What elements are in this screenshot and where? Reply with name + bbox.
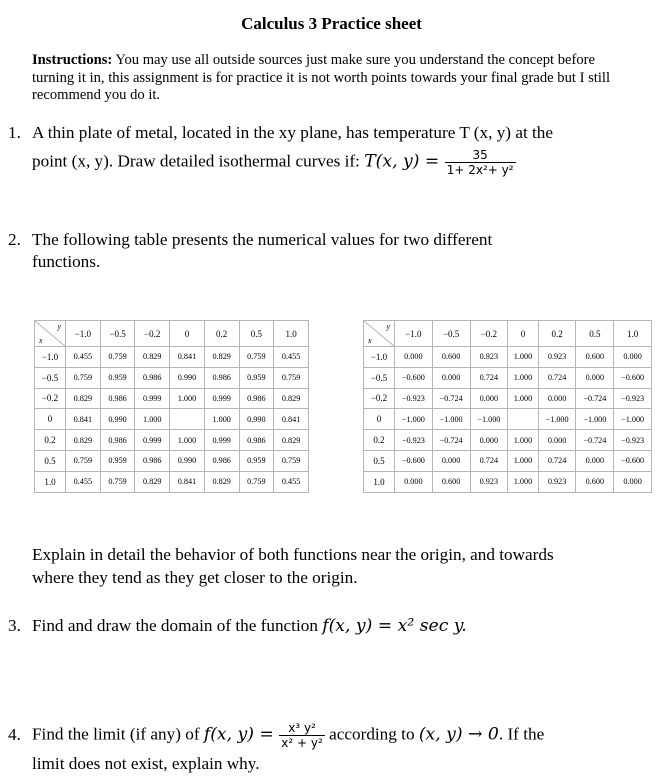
q3-number: 3.	[8, 616, 21, 635]
table-cell: 1.000	[508, 450, 538, 471]
table-cell: 0.999	[204, 430, 239, 451]
row-header: 0.5	[364, 450, 395, 471]
table-cell: 0.923	[538, 471, 576, 492]
q4-frac-den: x² + y²	[281, 736, 323, 750]
q4-number: 4.	[8, 725, 21, 744]
table-cell: 0.000	[395, 471, 433, 492]
column-header: 0.5	[576, 321, 614, 347]
q3-formula: f(x, y) = x² sec y.	[322, 616, 467, 636]
column-header: −0.2	[135, 321, 170, 347]
q2-number: 2.	[8, 230, 21, 249]
q1-line1: A thin plate of metal, located in the xy plane, has temperature T (x, y) at the	[32, 123, 554, 142]
column-header: 1.0	[614, 321, 652, 347]
table-cell: 0.000	[470, 388, 508, 409]
column-header: 0.5	[239, 321, 274, 347]
table-row	[35, 430, 309, 451]
table-cell: 0.999	[135, 430, 170, 451]
table-cell: 0.999	[135, 388, 170, 409]
table-cell: 1.000	[135, 409, 170, 430]
q3-line	[32, 614, 467, 638]
table-cell: 0.759	[239, 347, 274, 368]
column-header: −0.5	[432, 321, 470, 347]
table-cell: 0.000	[614, 471, 652, 492]
corner-y-label: y	[386, 322, 390, 331]
table-row	[35, 367, 309, 388]
table-cell: 0.000	[538, 388, 576, 409]
table-row	[364, 367, 652, 388]
table-cell: 0.759	[274, 367, 309, 388]
q4-formula-lhs: f(x, y) =	[203, 724, 280, 745]
table-row	[364, 450, 652, 471]
table-cell: 0.759	[100, 471, 135, 492]
row-header: 0.2	[35, 430, 66, 451]
table-cell: 0.986	[239, 430, 274, 451]
table-cell: 0.986	[100, 430, 135, 451]
row-header: −1.0	[35, 347, 66, 368]
table-row	[35, 471, 309, 492]
corner-y-label: y	[57, 322, 61, 331]
table-cell: 0.829	[135, 347, 170, 368]
table-cell: 0.600	[432, 471, 470, 492]
table-cell: 0.600	[576, 471, 614, 492]
table-cell: 0.923	[470, 347, 508, 368]
row-header: −0.5	[35, 367, 66, 388]
table-cell: 0.959	[239, 450, 274, 471]
table-corner	[364, 321, 395, 347]
q4-text2: according to	[324, 724, 419, 744]
table-cell: 0.829	[274, 388, 309, 409]
q4-text3: . If the	[498, 724, 545, 744]
table-cell: −0.923	[395, 430, 433, 451]
table-cell: 0.990	[100, 409, 135, 430]
q2-line2: functions.	[32, 252, 101, 271]
table-cell: 0.841	[170, 347, 205, 368]
table-cell: 0.829	[204, 347, 239, 368]
table-row	[35, 409, 309, 430]
q1-line2-text: point (x, y). Draw detailed isothermal curves if:	[32, 151, 365, 171]
row-header: −0.2	[35, 388, 66, 409]
row-header: 1.0	[35, 471, 66, 492]
table-cell: −0.724	[576, 430, 614, 451]
table-cell: 0.841	[274, 409, 309, 430]
row-header: 0	[364, 409, 395, 430]
table-cell: −0.600	[395, 450, 433, 471]
table-cell: 0.724	[470, 450, 508, 471]
corner-x-label: x	[368, 336, 372, 345]
table-cell: 0.000	[432, 367, 470, 388]
table-cell: −1.000	[576, 409, 614, 430]
table-cell: 1.000	[204, 409, 239, 430]
table-cell: −1.000	[395, 409, 433, 430]
column-header: 0	[508, 321, 538, 347]
q4-limit-expr: (x, y) → 0	[418, 724, 499, 745]
table-cell: 0.600	[576, 347, 614, 368]
table-cell: −0.600	[614, 367, 652, 388]
q1-number: 1.	[8, 123, 21, 142]
table-cell: 0.959	[239, 367, 274, 388]
table-cell: 0.759	[239, 471, 274, 492]
page-title: Calculus 3 Practice sheet	[241, 14, 422, 33]
table-cell: −0.600	[614, 450, 652, 471]
table-cell: 0.829	[66, 430, 101, 451]
table-cell: −0.724	[576, 388, 614, 409]
instructions	[32, 52, 622, 105]
row-header: 0.2	[364, 430, 395, 451]
row-header: 1.0	[364, 471, 395, 492]
table-cell: 1.000	[508, 367, 538, 388]
column-header: −0.2	[470, 321, 508, 347]
table-corner	[35, 321, 66, 347]
table-row	[364, 430, 652, 451]
q3-text: Find and draw the domain of the function	[32, 616, 323, 635]
table-cell: 0.455	[66, 471, 101, 492]
table-cell: −1.000	[432, 409, 470, 430]
explain-line1: Explain in detail the behavior of both functions near the origin, and towards	[32, 545, 554, 564]
table-row	[35, 388, 309, 409]
q4-line1	[32, 721, 544, 750]
corner-x-label: x	[39, 336, 43, 345]
q4-text1: Find the limit (if any) of	[32, 724, 204, 744]
table-cell: 0.759	[66, 450, 101, 471]
table-cell: 0.000	[470, 430, 508, 451]
instructions-label: Instructions:	[32, 52, 113, 68]
table-cell: 0.986	[204, 367, 239, 388]
table-cell: −1.000	[614, 409, 652, 430]
table-row	[364, 471, 652, 492]
table-cell: 0.759	[100, 347, 135, 368]
table-cell: 0.999	[204, 388, 239, 409]
q2-line1: The following table presents the numerical values for two different	[32, 230, 493, 249]
row-header: −0.5	[364, 367, 395, 388]
column-header: 0	[170, 321, 205, 347]
table-row	[364, 409, 652, 430]
row-header: −0.2	[364, 388, 395, 409]
table-cell: 0.829	[135, 471, 170, 492]
table-row	[364, 347, 652, 368]
q1-frac-den: 1+ 2x²+ y²	[446, 163, 514, 177]
column-header: −0.5	[100, 321, 135, 347]
table-row	[364, 388, 652, 409]
q4-frac-num: x³ y²	[288, 721, 316, 735]
table-cell: 0.959	[100, 367, 135, 388]
table-cell: 0.724	[470, 367, 508, 388]
table-cell: 0.759	[274, 450, 309, 471]
table-cell: 0.986	[100, 388, 135, 409]
table-cell: 1.000	[170, 430, 205, 451]
row-header: 0	[35, 409, 66, 430]
table-cell: 0.000	[395, 347, 433, 368]
q1-frac-num: 35	[472, 148, 488, 162]
q1-formula-lhs: T(x, y) =	[364, 151, 445, 172]
table-cell: 0.455	[66, 347, 101, 368]
explain-line2: where they tend as they get closer to the origin.	[32, 568, 358, 587]
table-cell: 1.000	[508, 430, 538, 451]
column-header: −1.0	[395, 321, 433, 347]
table-cell: 0.986	[135, 450, 170, 471]
table-cell: 0.829	[204, 471, 239, 492]
instructions-text: You may use all outside sources just make sure you understand the concept before turning it in, this assignment is for practice it is not worth points towards your final grade but I still recommend you do it.	[32, 52, 610, 103]
table-row	[35, 347, 309, 368]
table-cell: 0.000	[432, 450, 470, 471]
table-cell: −0.923	[614, 388, 652, 409]
table-cell: −0.923	[614, 430, 652, 451]
table-cell: 0.990	[170, 367, 205, 388]
column-header: 0.2	[204, 321, 239, 347]
q1-fraction	[445, 148, 516, 177]
table-cell: 1.000	[508, 347, 538, 368]
table-cell: 0.000	[538, 430, 576, 451]
row-header: −1.0	[364, 347, 395, 368]
table-cell: −0.600	[395, 367, 433, 388]
table-cell	[508, 409, 538, 430]
table-cell: 0.923	[538, 347, 576, 368]
table-cell: 0.986	[204, 450, 239, 471]
table-cell: 1.000	[508, 471, 538, 492]
table-cell: 0.724	[538, 367, 576, 388]
table-function-2	[363, 320, 652, 493]
column-header: 1.0	[274, 321, 309, 347]
table-cell: 0.841	[170, 471, 205, 492]
table-cell: 0.455	[274, 471, 309, 492]
row-header: 0.5	[35, 450, 66, 471]
table-row	[35, 450, 309, 471]
table-cell: −1.000	[470, 409, 508, 430]
table-cell: 0.759	[66, 367, 101, 388]
table-cell: 0.000	[576, 450, 614, 471]
table-cell: 0.990	[239, 409, 274, 430]
table-cell: −0.923	[395, 388, 433, 409]
table-cell	[170, 409, 205, 430]
table-cell: −1.000	[538, 409, 576, 430]
table-cell: 1.000	[508, 388, 538, 409]
column-header: −1.0	[66, 321, 101, 347]
table-cell: 0.829	[66, 388, 101, 409]
table-cell: 0.455	[274, 347, 309, 368]
table-cell: 1.000	[170, 388, 205, 409]
table-cell: 0.600	[432, 347, 470, 368]
table-cell: 0.724	[538, 450, 576, 471]
table-function-1	[34, 320, 309, 493]
q1-line2	[32, 148, 516, 177]
table-cell: 0.000	[614, 347, 652, 368]
table-cell: −0.724	[432, 388, 470, 409]
column-header: 0.2	[538, 321, 576, 347]
table-cell: −0.724	[432, 430, 470, 451]
table-cell: 0.841	[66, 409, 101, 430]
q4-fraction	[279, 721, 325, 750]
table-cell: 0.990	[170, 450, 205, 471]
table-cell: 0.000	[576, 367, 614, 388]
table-cell: 0.986	[239, 388, 274, 409]
table-cell: 0.986	[135, 367, 170, 388]
table-cell: 0.923	[470, 471, 508, 492]
table-cell: 0.959	[100, 450, 135, 471]
q4-line2: limit does not exist, explain why.	[32, 754, 260, 773]
table-cell: 0.829	[274, 430, 309, 451]
